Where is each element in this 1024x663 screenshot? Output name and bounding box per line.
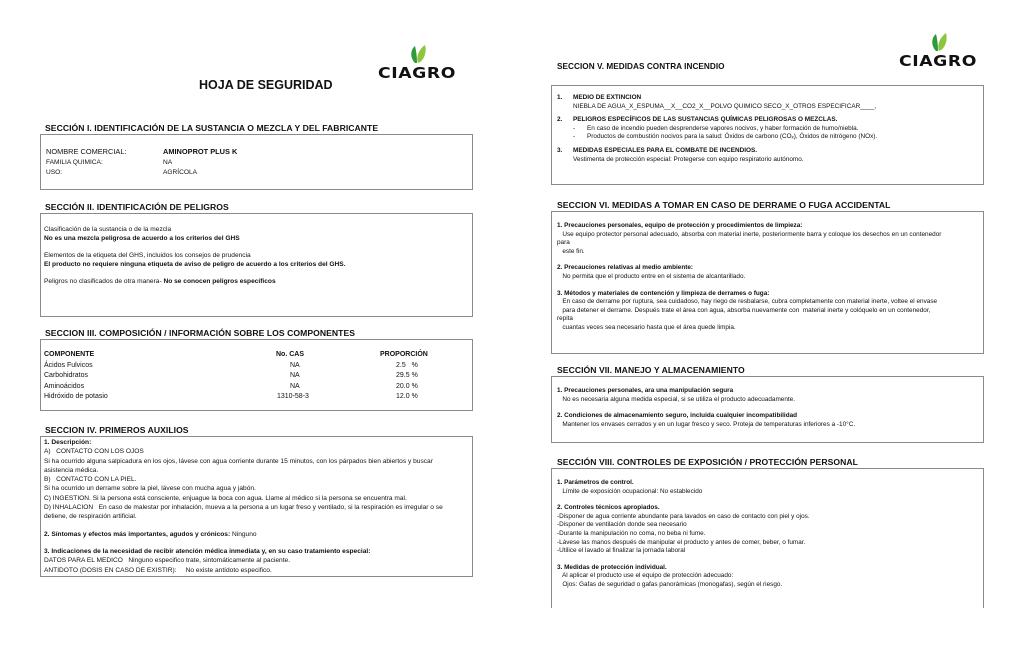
extinction-heading: MEDIO DE EXTINCION xyxy=(573,94,642,101)
section-8-title: SECCIÓN VIII. CONTROLES DE EXPOSICIÓN / PROTECCIÓN PERSONAL xyxy=(557,457,858,467)
ciagro-logo-left xyxy=(377,42,457,82)
ciagro-logo-right xyxy=(898,30,978,70)
item-number: 1. xyxy=(557,94,563,101)
header-proporcion: PROPORCIÓN xyxy=(380,351,428,358)
section-3-title: SECCION III. COMPOSICIÓN / INFORMACIÓN SOBRE LOS COMPONENTES xyxy=(45,328,356,338)
containment-text: para detener el derrame. Después trate el área con agua, absorba nuevamente con material inerte y colóquelo en un contenedor, xyxy=(557,306,931,314)
component-cas: NA xyxy=(290,372,300,379)
medical-data: DATOS PARA EL MEDICO Ninguno especifico trate, sintomáticamente al paciente. xyxy=(44,557,291,565)
individual-protection-heading: 3. Medidas de protección individual. xyxy=(557,563,667,571)
component-name: Hidróxido de potasio xyxy=(44,393,108,400)
special-measures-heading: MEDIDAS ESPECIALES PARA EL COMBATE DE INCENDIOS. xyxy=(573,146,758,154)
containment-text: cuantas veces sea necesario hasta que el área quede limpia. xyxy=(557,323,736,331)
component-cas: NA xyxy=(290,382,300,390)
control-params-heading: 1. Parámetros de control. xyxy=(557,479,634,486)
component-name: Ácidos Fulvicos xyxy=(44,361,93,369)
leaf-icon xyxy=(377,42,457,66)
section-2-box xyxy=(40,213,473,317)
label-elements-value: El producto no requiere ninguna etiqueta de aviso de peligro de acuerdo a los criterios del GHS. xyxy=(44,260,346,268)
inhalation-text: D) INHALACION En caso de malestar por inhalación, mueva a la persona a un lugar freso y ventilado, si la respiración es irregular o se xyxy=(44,504,443,512)
ingestion-text: C) INGESTION. Si la persona está consciente, enjuague la boca con agua. Llame al médico si la persona se encuentra mal. xyxy=(44,494,407,502)
logo-wordmark: CIAGRO xyxy=(378,64,456,82)
safe-handling-heading: 1. Precauciones personales, ara una manipulación segura xyxy=(557,387,734,394)
skin-contact-heading: B) CONTACTO CON LA PIEL. xyxy=(44,476,137,484)
eye-contact-heading: A) CONTACTO CON LOS OJOS xyxy=(44,448,144,456)
environmental-heading: 2. Precauciones relativas al medio ambiente: xyxy=(557,264,694,272)
header-componente: COMPONENTE xyxy=(44,351,95,358)
specific-hazards-heading: PELIGROS ESPECÍFICOS DE LAS SUSTANCIAS QUÍMICAS PELIGROSAS O MEZCLAS. xyxy=(573,116,838,124)
composition-table xyxy=(44,350,464,410)
section-4-box xyxy=(40,436,473,577)
section-5-title: SECCION V. MEDIDAS CONTRA INCENDIO xyxy=(557,62,725,71)
section-6-title: SECCION VI. MEDIDAS A TOMAR EN CASO DE DERRAME O FUGA ACCIDENTAL xyxy=(557,200,891,210)
component-name: Aminoácidos xyxy=(44,382,85,390)
personal-precautions-text: Use equipo protector personal adecuado, absorba con material inerte, posteriormente barra y coloque los desechos en un contenedor xyxy=(557,230,942,238)
special-measures-text: Vestimenta de protección especial: Protegerse con equipo respiratorio autónomo. xyxy=(573,155,804,163)
inhalation-text-cont: detiene, de respiración artificial. xyxy=(44,513,137,521)
personal-precautions-text: este fin. xyxy=(557,247,585,255)
medical-attention-heading: 3. Indicaciones de la necesidad de recibir atención médica inmediata y, en su caso tratamiento especial: xyxy=(44,547,371,555)
engineering-control-item: -Utilice el lavado al finalizar la jornada laboral xyxy=(557,547,686,555)
skin-contact-text: Si ha ocurrido un derrame sobre la piel, lávese con mucha agua y jabón. xyxy=(44,485,256,493)
field-label: NOMBRE COMERCIAL: xyxy=(46,147,127,156)
description-heading: 1. Descripción: xyxy=(44,439,92,446)
engineering-control-item: -Disponer de agua corriente abundante para lavados en caso de contacto con piel y ojos. xyxy=(557,512,810,520)
engineering-control-item: -Lávese las manos después de manipular el producto y antes de comer, beber, o fumar. xyxy=(557,538,806,546)
component-cas: NA xyxy=(290,361,300,369)
section-8-box xyxy=(551,468,984,608)
page-title: HOJA DE SEGURIDAD xyxy=(199,78,333,92)
personal-precautions-text: para xyxy=(557,239,570,247)
field-label: FAMILIA QUIMICA: xyxy=(46,159,103,166)
header-cas: No. CAS xyxy=(276,351,304,358)
other-hazards-value: No se conocen peligros específicos xyxy=(163,277,276,285)
item-number: 2. xyxy=(557,116,563,124)
control-params-text: Límite de exposición ocupacional: No establecido xyxy=(557,487,703,495)
component-proportion: 2.5 % xyxy=(396,361,418,369)
classification-value: No es una mezcla peligrosa de acuerdo a los criterios del GHS xyxy=(44,234,240,242)
individual-protection-text: Ojos: Gafas de seguridad o gafas panorámicas (monogafas), según el riesgo. xyxy=(557,580,783,588)
section-5-box: 1. MEDIO DE EXTINCION NIEBLA DE AGUA_X_ESPUMA__X__CO2_X__POLVO QUIMICO SECO_X_OTROS ESPECIFICAR____, 2. PELIGROS ESPECÍFICOS DE LAS SUSTANCIAS QUÍMICAS PELIGROSAS O MEZCLAS. - En caso de incendio pueden desprenderse vapores nocivos, y haber formación de humo/niebla. - Productos de combustión nocivos para la salud: Óxidos de carbono (COₓ), Óxidos de nitrógeno (NOx). 3. MEDIDAS ESPECIALES PARA EL COMBATE DE INCENDIOS. Vestimenta de protección especial: Protegerse con equipo respiratorio autónomo. xyxy=(551,85,984,185)
classification-label: Clasificación de la sustancia o de la mezcla xyxy=(44,226,172,233)
safe-handling-text: No es necesaria alguna medida especial, si se utiliza el producto adecuadamente. xyxy=(557,395,796,403)
section-1-box xyxy=(40,134,473,190)
containment-heading: 3. Métodos y materiales de contención y limpieza de derrames o fuga: xyxy=(557,289,770,297)
engineering-controls-heading: 2. Controles técnicos apropiados. xyxy=(557,504,660,512)
field-value: AGRÍCOLA xyxy=(163,169,198,176)
containment-text: repita xyxy=(557,315,573,323)
field-value: NA xyxy=(163,159,173,166)
product-name: AMINOPROT PLUS K xyxy=(163,147,238,156)
section-7-box xyxy=(551,376,984,443)
item-number: 3. xyxy=(557,146,563,154)
section-1-title: SECCIÓN I. IDENTIFICACIÓN DE LA SUSTANCIA O MEZCLA Y DEL FABRICANTE xyxy=(45,123,379,133)
individual-protection-text: Al aplicar el producto use el equipo de protección adecuado: xyxy=(557,572,734,580)
component-proportion: 20.0 % xyxy=(396,382,418,390)
label-column xyxy=(46,147,127,156)
engineering-control-item: -Disponer de ventilación donde sea necesario xyxy=(557,521,687,529)
component-proportion: 29.5 % xyxy=(396,372,418,379)
other-hazards-label: Peligros no clasificados de otra manera- xyxy=(44,277,162,285)
hazard-bullet: Productos de combustión nocivos para la salud: Óxidos de carbono (COₓ), Óxidos de nitrógeno (NOx). xyxy=(587,133,878,141)
personal-precautions-heading: 1. Precauciones personales, equipo de protección y procedimientos de limpieza: xyxy=(557,222,803,229)
label-elements-label: Elementos de la etiqueta del GHS, incluidos los consejos de prudencia xyxy=(44,251,251,259)
extinction-media: NIEBLA DE AGUA_X_ESPUMA__X__CO2_X__POLVO QUIMICO SECO_X_OTROS ESPECIFICAR____, xyxy=(573,102,877,110)
component-name: Carbohidratos xyxy=(44,372,88,379)
component-cas: 1310-58-3 xyxy=(277,393,309,400)
section-3-box xyxy=(40,339,473,411)
leaf-icon xyxy=(898,30,978,54)
component-proportion: 12.0 % xyxy=(396,393,418,400)
storage-heading: 2. Condiciones de almacenamiento seguro, incluida cualquier incompatibilidad xyxy=(557,412,798,420)
containment-text: En caso de derrame por ruptura, sea cuidadoso, hay riego de resbalarse, cubra completamente con material inerte, voltee el envase xyxy=(557,298,938,306)
field-label: USO: xyxy=(46,169,63,176)
environmental-text: No permita que el producto entre en el sistema de alcantarillado. xyxy=(557,272,746,280)
antidote: ANTIDOTO (DOSIS EN CASO DE EXISTIR): No existe antídoto especifico. xyxy=(44,566,272,574)
symptoms-label: 2. Síntomas y efectos más importantes, agudos y crónicos: xyxy=(44,530,231,538)
logo-wordmark: CIAGRO xyxy=(899,52,977,70)
section-4-title: SECCION IV. PRIMEROS AUXILIOS xyxy=(45,425,189,435)
eye-contact-text: Si ha ocurrido alguna salpicadura en los ojos, lávese con agua corriente durante 15 minutos, con los párpados bien abiertos y buscar xyxy=(44,457,433,465)
eye-contact-text-cont: asistencia médica. xyxy=(44,466,99,474)
section-6-box xyxy=(551,211,984,354)
hazard-bullet: En caso de incendio pueden desprenderse vapores nocivos, y haber formación de humo/niebla. xyxy=(587,124,859,132)
engineering-control-item: -Durante la manipulación no coma, no beba ni fume. xyxy=(557,529,706,537)
storage-text: Mantener los envases cerrados y en un lugar fresco y seco. Proteja de temperaturas inferiores a -10°C. xyxy=(557,420,856,428)
section-2-title: SECCIÓN II. IDENTIFICACIÓN DE PELIGROS xyxy=(45,202,229,212)
symptoms-value: Ninguno xyxy=(232,530,257,538)
section-7-title: SECCIÓN VII. MANEJO Y ALMACENAMIENTO xyxy=(557,365,745,375)
